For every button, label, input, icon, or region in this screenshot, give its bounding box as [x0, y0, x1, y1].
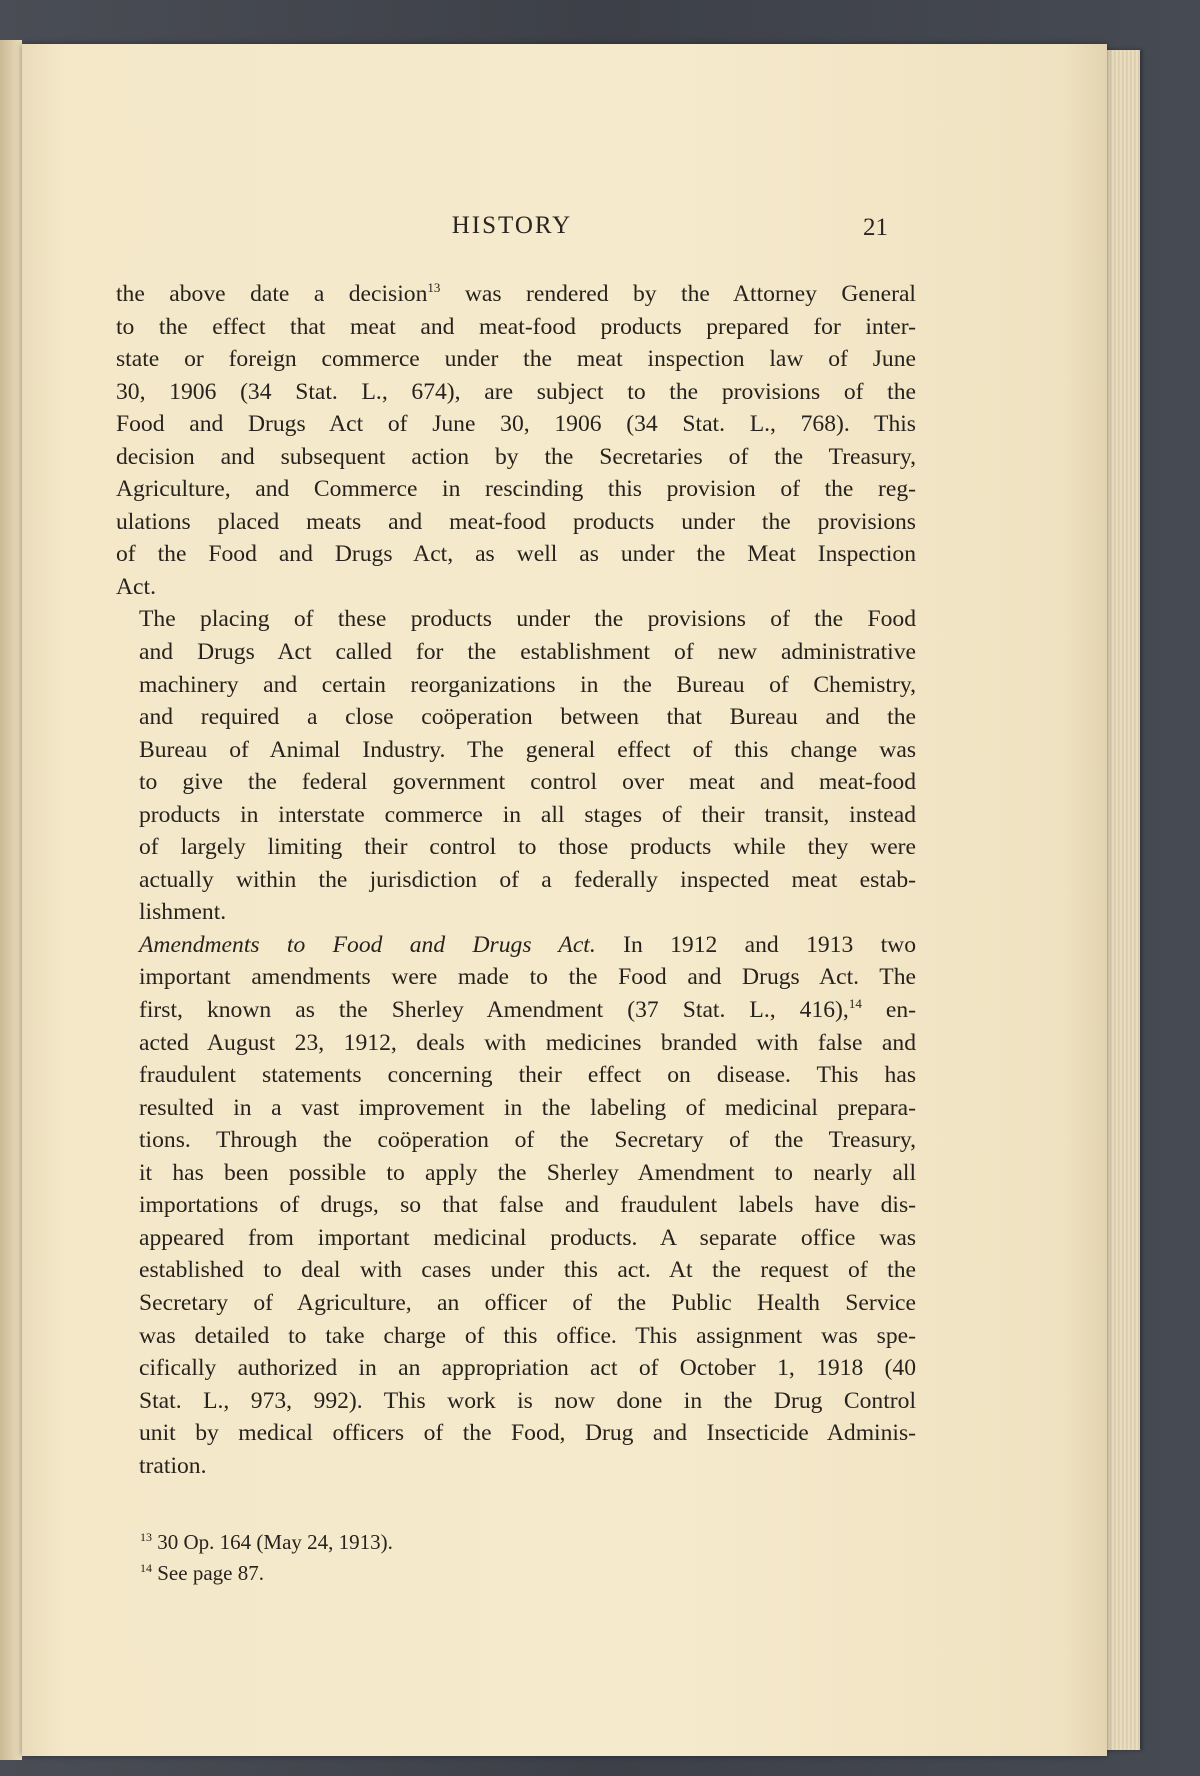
text-run: Act.: [116, 573, 156, 600]
text-run: appeared from important medicinal products. A separate office was: [139, 1224, 916, 1251]
text-line: [116, 1124, 916, 1157]
text-line: [116, 1222, 916, 1255]
text-run: and required a close coöperation between that Bureau and the: [139, 704, 916, 731]
footnote-mark: 14: [140, 1561, 152, 1575]
text-line: [116, 669, 916, 702]
text-run: resulted in a vast improvement in the labeling of medicinal prepara-: [139, 1094, 916, 1121]
text-line: [116, 1059, 916, 1092]
text-run: Agriculture, and Commerce in rescinding this provision of the reg-: [116, 476, 916, 503]
text-line: [116, 603, 916, 636]
text-line: [116, 896, 916, 929]
text-line: [116, 1027, 916, 1060]
text-line: [116, 994, 916, 1027]
footnote: [140, 1555, 640, 1586]
text-line: [116, 408, 916, 441]
page-number: 21: [863, 214, 888, 241]
text-run: of largely limiting their control to those products while they were: [139, 834, 916, 861]
footnote: [140, 1524, 640, 1555]
text-line: [116, 1385, 916, 1418]
text-run: tration.: [139, 1452, 207, 1479]
text-line: [116, 734, 916, 767]
text-line: [116, 278, 916, 311]
text-line: [116, 799, 916, 832]
text-run: actually within the jurisdiction of a federally inspected meat estab-: [139, 866, 916, 893]
text-run: cifically authorized in an appropriation act of October 1, 1918 (40: [139, 1355, 916, 1382]
text-run: decision and subsequent action by the Secretaries of the Treasury,: [116, 443, 916, 470]
text-run: was detailed to take charge of this office. This assignment was spe-: [139, 1322, 916, 1349]
text-line: [116, 929, 916, 962]
italic-heading: Amendments to Food and Drugs Act.: [139, 931, 596, 958]
text-line: [116, 1189, 916, 1222]
text-run: of the Food and Drugs Act, as well as under the Meat Inspection: [116, 541, 916, 568]
text-line: [116, 1450, 916, 1483]
text-line: [116, 1287, 916, 1320]
text-line: [116, 376, 916, 409]
text-run: Stat. L., 973, 992). This work is now done in the Drug Control: [139, 1387, 916, 1414]
footnote-mark: 13: [140, 1530, 152, 1544]
text-line: [116, 473, 916, 506]
text-line: [116, 343, 916, 376]
text-run: first, known as the Sherley Amendment (37 Stat. L., 416),: [139, 997, 849, 1024]
text-run: en-: [861, 997, 916, 1024]
text-line: [116, 636, 916, 669]
text-line: [116, 538, 916, 571]
text-run: tions. Through the coöperation of the Secretary of the Treasury,: [139, 1127, 916, 1154]
text-run: fraudulent statements concerning their effect on disease. This has: [139, 1062, 916, 1089]
footnote-reference: 13: [427, 280, 441, 295]
text-line: [116, 961, 916, 994]
text-run: to give the federal government control over meat and meat-food: [139, 769, 916, 796]
text-line: [116, 441, 916, 474]
text-run: In 1912 and 1913 two: [595, 931, 916, 958]
text-run: importations of drugs, so that false and fraudulent labels have dis-: [139, 1192, 916, 1219]
text-line: [116, 831, 916, 864]
text-line: [116, 1417, 916, 1450]
text-run: lishment.: [139, 899, 227, 926]
text-run: and Drugs Act called for the establishment of new administrative: [139, 639, 916, 666]
text-run: Bureau of Animal Industry. The general effect of this change was: [139, 736, 916, 763]
footnote-text: See page 87.: [152, 1561, 264, 1585]
text-run: products in interstate commerce in all stages of their transit, instead: [139, 801, 916, 828]
text-run: the above date a decision: [116, 281, 428, 307]
previous-page-edge: [0, 40, 22, 1760]
text-line: [116, 701, 916, 734]
body-text: [116, 278, 916, 1482]
text-line: [116, 1157, 916, 1190]
text-run: machinery and certain reorganizations in the Bureau of Chemistry,: [139, 671, 916, 698]
text-run: to the effect that meat and meat-food products prepared for inter-: [116, 313, 916, 340]
text-run: important amendments were made to the Food and Drugs Act. The: [139, 964, 916, 991]
text-run: Secretary of Agriculture, an officer of the Public Health Service: [139, 1289, 916, 1316]
paragraph: [116, 278, 916, 603]
text-line: [116, 1254, 916, 1287]
text-run: state or foreign commerce under the meat inspection law of June: [116, 346, 916, 373]
text-run: 30, 1906 (34 Stat. L., 674), are subject to the provisions of the: [116, 378, 916, 405]
text-line: [116, 1352, 916, 1385]
text-line: [116, 766, 916, 799]
book-page: [22, 44, 1107, 1756]
paragraph: [116, 929, 916, 1482]
text-run: acted August 23, 1912, deals with medicines branded with false and: [139, 1029, 916, 1056]
paragraph: [116, 603, 916, 928]
footnote-text: 30 Op. 164 (May 24, 1913).: [152, 1530, 393, 1554]
text-line: [116, 506, 916, 539]
text-run: The placing of these products under the provisions of the Food: [139, 606, 916, 633]
text-line: [116, 311, 916, 344]
text-line: [116, 571, 916, 604]
text-line: [116, 1320, 916, 1353]
text-line: [116, 864, 916, 897]
text-run: unit by medical officers of the Food, Drug and Insecticide Adminis-: [139, 1420, 916, 1447]
running-head-title: HISTORY: [451, 212, 573, 239]
footnotes: [140, 1524, 640, 1586]
text-run: was rendered by the Attorney General: [440, 281, 916, 307]
running-head: [22, 212, 1107, 252]
text-run: Food and Drugs Act of June 30, 1906 (34 Stat. L., 768). This: [116, 411, 916, 438]
text-line: [116, 1092, 916, 1125]
text-run: it has been possible to apply the Sherley Amendment to nearly all: [139, 1159, 916, 1186]
footnote-reference: 14: [848, 996, 862, 1012]
text-run: ulations placed meats and meat-food products under the provisions: [116, 508, 916, 535]
text-run: established to deal with cases under this act. At the request of the: [139, 1257, 916, 1284]
